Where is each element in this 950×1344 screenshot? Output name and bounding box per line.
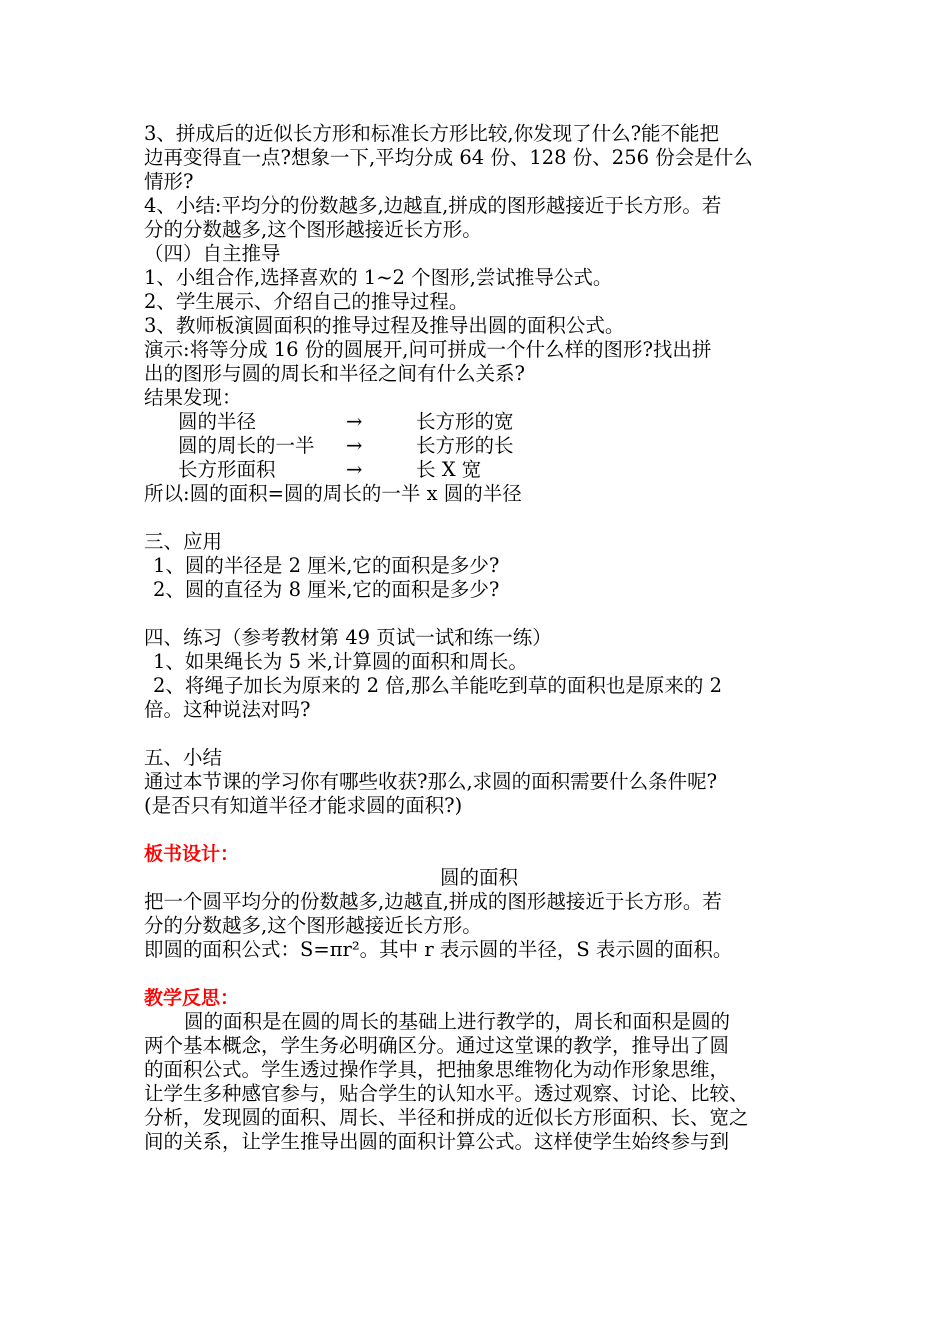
text-line: (是否只有知道半径才能求圆的面积?) xyxy=(144,794,463,817)
arrow-icon: → xyxy=(346,410,363,433)
text-line: 分的分数越多,这个图形越接近长方形。 xyxy=(144,218,482,241)
text-line: 演示:将等分成 16 份的圆展开,问可拼成一个什么样的图形?找出拼 xyxy=(144,338,712,361)
blank-line xyxy=(144,722,814,746)
relation-row xyxy=(144,458,814,482)
text-line: 3、教师板演圆面积的推导过程及推导出圆的面积公式。 xyxy=(144,314,625,337)
subsection-title: （四）自主推导 xyxy=(144,242,281,265)
list-item: 1、圆的半径是 2 厘米,它的面积是多少? xyxy=(153,554,500,577)
conclusion-line: 所以:圆的面积=圆的周长的一半 x 圆的半径 xyxy=(144,482,522,505)
blank-line xyxy=(144,818,814,842)
relation-right: 长方形的长 xyxy=(416,434,514,457)
relation-right: 长 X 宽 xyxy=(416,458,482,481)
arrow-icon: → xyxy=(346,434,363,457)
paragraph-line: 圆的面积是在圆的周长的基础上进行教学的，周长和面积是圆的 xyxy=(184,1010,731,1033)
document-page xyxy=(144,122,814,1154)
text-line: 2、学生展示、介绍自己的推导过程。 xyxy=(144,290,469,313)
section-title: 五、小结 xyxy=(144,746,223,769)
paragraph-line: 间的关系，让学生推导出圆的面积计算公式。这样使学生始终参与到 xyxy=(144,1130,730,1153)
text-line: 倍。这种说法对吗? xyxy=(144,698,311,721)
relation-left: 圆的半径 xyxy=(178,410,257,433)
relation-row xyxy=(144,410,814,434)
text-line: 把一个圆平均分的份数越多,边越直,拼成的图形越接近于长方形。若 xyxy=(144,890,722,913)
section-title: 四、练习（参考教材第 49 页试一试和练一练） xyxy=(144,626,552,649)
text-line: 分的分数越多,这个图形越接近长方形。 xyxy=(144,914,482,937)
relation-left: 长方形面积 xyxy=(178,458,276,481)
relation-right: 长方形的宽 xyxy=(416,410,514,433)
formula-line: 即圆的面积公式：S=πr²。其中 r 表示圆的半径，S 表示圆的面积。 xyxy=(144,938,733,961)
list-item: 1、如果绳长为 5 米,计算圆的面积和周长。 xyxy=(153,650,528,673)
relation-left: 圆的周长的一半 xyxy=(178,434,315,457)
list-item: 2、将绳子加长为原来的 2 倍,那么羊能吃到草的面积也是原来的 2 xyxy=(153,674,723,697)
text-line: 1、小组合作,选择喜欢的 1~2 个图形,尝试推导公式。 xyxy=(144,266,613,289)
text-line: 结果发现： xyxy=(144,386,242,409)
reflection-heading: 教学反思： xyxy=(144,987,240,1009)
text-line: 3、拼成后的近似长方形和标准长方形比较,你发现了什么?能不能把 xyxy=(144,122,720,145)
paragraph-line: 两个基本概念，学生务必明确区分。通过这堂课的教学，推导出了圆 xyxy=(144,1034,730,1057)
relation-row xyxy=(144,434,814,458)
text-line: 出的图形与圆的周长和半径之间有什么关系? xyxy=(144,362,525,385)
board-design-heading: 板书设计： xyxy=(144,843,240,865)
text-line: 边再变得直一点?想象一下,平均分成 64 份、128 份、256 份会是什么 xyxy=(144,146,753,169)
section-title: 三、应用 xyxy=(144,530,223,553)
blank-line xyxy=(144,506,814,530)
blank-line xyxy=(144,602,814,626)
arrow-icon: → xyxy=(346,458,363,481)
list-item: 2、圆的直径为 8 厘米,它的面积是多少? xyxy=(153,578,500,601)
board-title: 圆的面积 xyxy=(439,866,518,889)
paragraph-line: 让学生多种感官参与，贴合学生的认知水平。透过观察、讨论、比较、 xyxy=(144,1082,749,1105)
paragraph-line: 的面积公式。学生透过操作学具，把抽象思维物化为动作形象思维， xyxy=(144,1058,730,1081)
text-line: 情形? xyxy=(144,170,194,193)
blank-line xyxy=(144,962,814,986)
paragraph-line: 分析，发现圆的面积、周长、半径和拼成的近似长方形面积、长、宽之 xyxy=(144,1106,749,1129)
text-line: 通过本节课的学习你有哪些收获?那么,求圆的面积需要什么条件呢? xyxy=(144,770,718,793)
text-line: 4、小结:平均分的份数越多,边越直,拼成的图形越接近于长方形。若 xyxy=(144,194,722,217)
